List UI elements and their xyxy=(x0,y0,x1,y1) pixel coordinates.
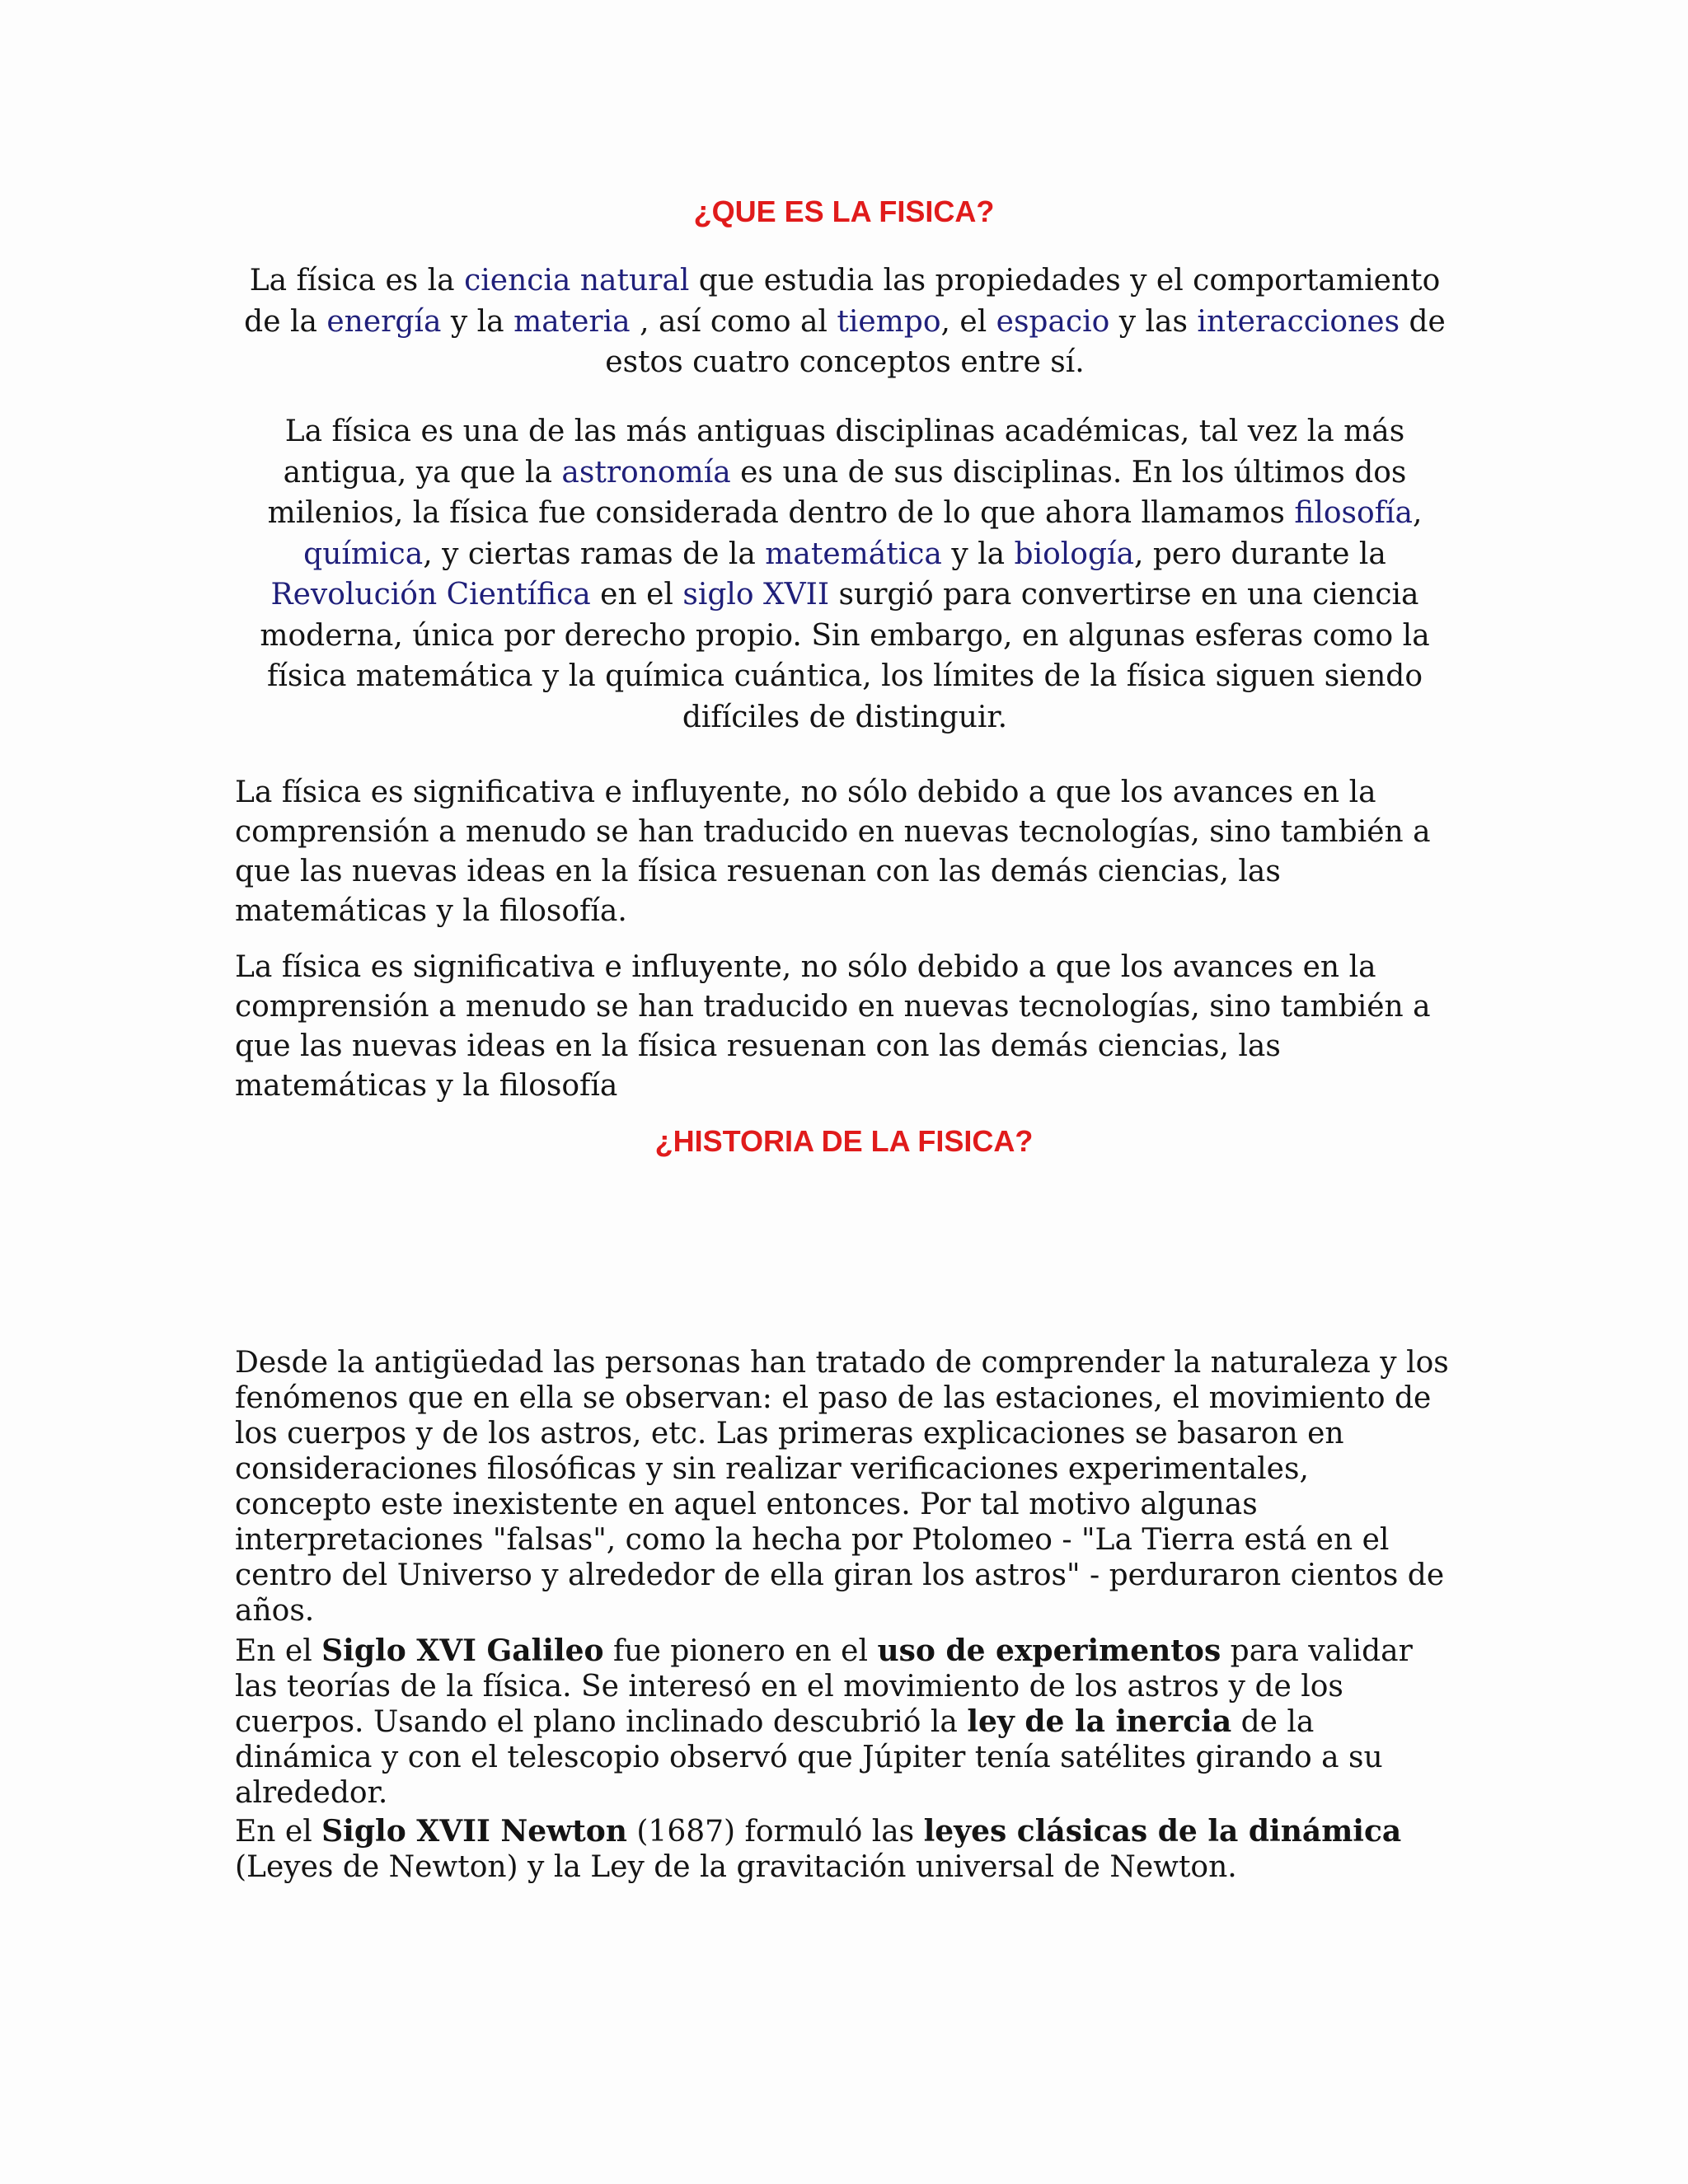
hyperlink[interactable]: filosofía xyxy=(1294,496,1413,530)
text-run: es una de sus disciplinas. En los últimos dos milenios, la física fue considerada dentro de lo que ahora llamamos xyxy=(267,455,1407,530)
text-run: y la xyxy=(941,537,1015,571)
text-run: , pero durante la xyxy=(1133,537,1386,571)
text-run: , así como al xyxy=(630,304,837,339)
bold-text: ley de la inercia xyxy=(967,1704,1232,1739)
paragraph-history-overview xyxy=(235,411,1455,738)
hyperlink[interactable]: astronomía xyxy=(561,455,731,490)
hyperlink[interactable]: biología xyxy=(1014,537,1134,571)
text-run: de la dinámica y con el telescopio observó que Júpiter tenía satélites girando a su alrededor. xyxy=(235,1705,1383,1810)
bold-text: leyes clásicas de la dinámica xyxy=(923,1814,1402,1849)
text-run: fue pionero en el xyxy=(603,1634,878,1668)
text-run: La física es la xyxy=(249,264,465,298)
paragraph-galileo xyxy=(235,1633,1455,1811)
paragraph-newton xyxy=(235,1814,1455,1885)
paragraph-significance: La física es significativa e influyente, no sólo debido a que los avances en la comprensión a menudo se han traducido en nuevas tecnologías, sino también a que las nuevas ideas en la física resuenan con las demás ciencias, las matemáticas y la filosofía. xyxy=(235,776,1431,928)
hyperlink[interactable]: matemática xyxy=(765,537,942,571)
text-run: La física es una de las más antiguas disciplinas académicas, tal vez la más antigua, ya que la xyxy=(283,415,1405,490)
hyperlink[interactable]: tiempo xyxy=(837,304,941,339)
text-run: En el xyxy=(235,1815,322,1849)
hyperlink[interactable]: Revolución Científica xyxy=(270,578,591,612)
bold-text: Siglo XVI Galileo xyxy=(321,1633,604,1668)
text-run: , el xyxy=(940,304,996,339)
hyperlink[interactable]: siglo XVII xyxy=(682,578,830,612)
text-run: , y ciertas ramas de la xyxy=(423,537,766,571)
paragraph-antiquity: Desde la antigüedad las personas han tratado de comprender la naturaleza y los fenómenos que en ella se observan: el paso de las estaciones, el movimiento de los cuerpos y de los astros, etc. Las primeras explicaciones se basaron en consideraciones filosóficas y sin realizar verificaciones experimentales, concepto este inexistente en aquel entonces. Por tal motivo algunas interpretaciones "falsas", como la hecha por Ptolomeo - "La Tierra está en el centro del Universo y alrededor de ella giran los astros" - perduraron cientos de años. xyxy=(235,1346,1449,1628)
hyperlink[interactable]: espacio xyxy=(996,304,1110,339)
text-run: (Leyes de Newton) y la Ley de la gravitación universal de Newton. xyxy=(235,1850,1237,1884)
text-run: , xyxy=(1412,496,1423,530)
hyperlink[interactable]: interacciones xyxy=(1197,304,1400,339)
text-run: y la xyxy=(441,304,514,339)
hyperlink[interactable]: ciencia natural xyxy=(464,264,690,298)
text-run: (1687) formuló las xyxy=(626,1815,924,1849)
text-run: y las xyxy=(1109,304,1198,339)
bold-text: Siglo XVII Newton xyxy=(321,1814,627,1849)
paragraph-definition xyxy=(235,260,1455,383)
heading-que-es-la-fisica: ¿QUE ES LA FISICA? xyxy=(693,194,995,228)
text-run: en el xyxy=(590,578,683,612)
text-run: para validar las teorías de la física. Se interesó en el movimiento de los astros y de los cuerpos. Usando el plano inclinado descubrió la xyxy=(235,1634,1413,1739)
text-run: de estos cuatro conceptos entre sí. xyxy=(605,304,1446,379)
text-run: que estudia las propiedades y el comportamiento de la xyxy=(244,264,1441,339)
heading-historia-de-la-fisica: ¿HISTORIA DE LA FISICA? xyxy=(654,1124,1034,1158)
bold-text: uso de experimentos xyxy=(877,1633,1221,1668)
hyperlink[interactable]: energía xyxy=(326,304,442,339)
hyperlink[interactable]: materia xyxy=(513,304,631,339)
paragraph-significance-repeat: La física es significativa e influyente, no sólo debido a que los avances en la comprensión a menudo se han traducido en nuevas tecnologías, sino también a que las nuevas ideas en la física resuenan con las demás ciencias, las matemáticas y la filosofía xyxy=(235,950,1431,1103)
hyperlink[interactable]: química xyxy=(303,537,424,571)
text-run: surgió para convertirse en una ciencia moderna, única por derecho propio. Sin embargo, en algunas esferas como la física matemática y la química cuántica, los límites de la física siguen siendo difíciles de distinguir. xyxy=(260,578,1430,734)
text-run: En el xyxy=(235,1634,322,1668)
